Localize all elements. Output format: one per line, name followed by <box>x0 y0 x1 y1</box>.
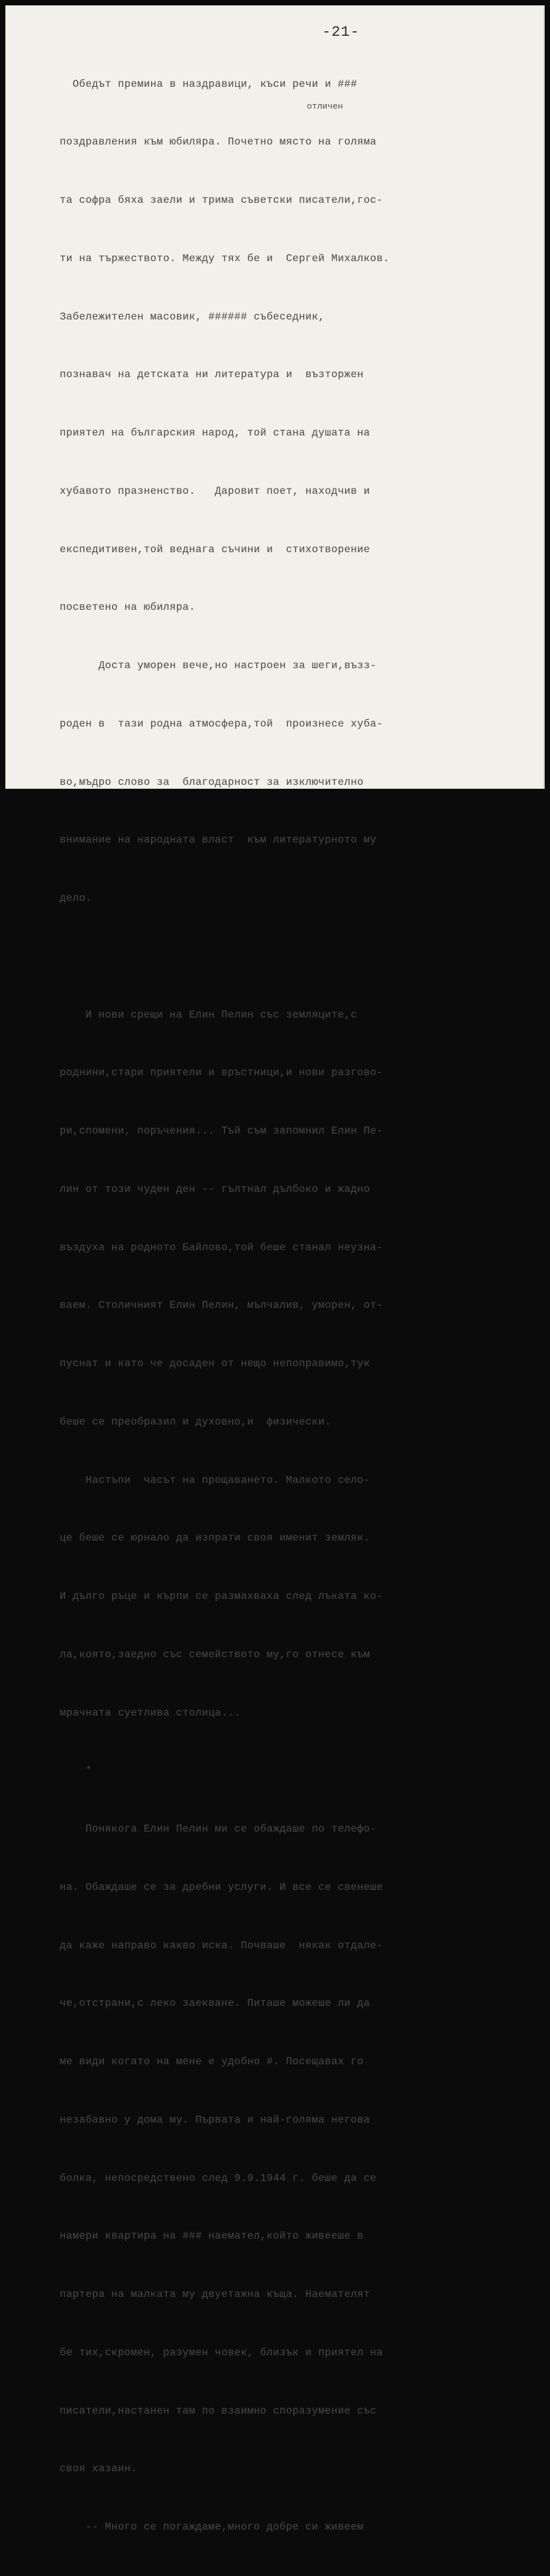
text-line-40: бе тих,скромен, разумен човек, близък и приятел на <box>60 2346 383 2359</box>
text-line-3: та софра бяха заели и трима съветски писатели,гос- <box>60 194 383 206</box>
text-line-4: ти на тържеството. Между тях бе и Сергей Михалков. <box>60 252 390 264</box>
text-line-30: * <box>60 1765 92 1777</box>
text-line-23: пуснат и като че досаден от нещо непоправимо,тук <box>60 1358 370 1370</box>
text-line-15: дело. <box>60 892 92 904</box>
text-line-33: да каже направо какво иска. Почваше някак отдале- <box>60 1939 383 1952</box>
text-line-28: ла,която,заедно със семейството му,го отнесе към <box>60 1648 370 1661</box>
text-line-1: Обедът премина в наздравици, къси речи и ### <box>60 78 357 90</box>
text-line-6: познавач на детската ни литература и възторжен <box>60 369 364 381</box>
text-line-41: писатели,настанен там по взаимно споразумение със <box>60 2404 377 2417</box>
text-line-17: И нови срещи на Елин Пелин със земляците,с <box>60 1008 357 1021</box>
page-number: -21- <box>322 24 360 40</box>
overtyped-word: отличен <box>307 101 343 111</box>
text-line-20: лин от този чуден ден -- гълтнал дълбоко и жадно <box>60 1183 370 1195</box>
text-line-32: на. Обаждаше се за дребни услуги. И все се свенеше <box>60 1881 383 1893</box>
text-line-10: посветено на юбиляра. <box>60 601 195 614</box>
text-line-37: болка, непосредствено след 9.9.1944 г. беше да се <box>60 2172 377 2184</box>
text-line-18: роднини,стари приятели и връстници,и нови разгово- <box>60 1067 383 1079</box>
text-line-19: ри,спомени, поръчения... Тъй съм запомнил Елин Пе- <box>60 1125 383 1137</box>
text-line-36: незабавно у дома му. Първата и най-голяма негова <box>60 2113 370 2126</box>
text-line-12: роден в тази родна атмосфера,той произнесе хуба- <box>60 717 383 730</box>
text-line-22: ваем. Столичният Елин Пелин, мълчалив, уморен, от- <box>60 1299 383 1312</box>
text-line-14: внимание на народната власт към литературното му <box>60 834 377 847</box>
text-line-5: Забележителен масовик, ###### събеседник, <box>60 310 325 323</box>
typed-page <box>5 5 545 2533</box>
text-line-9: експедитивен,той веднага съчини и стихотворение <box>60 543 370 556</box>
text-line-7: приятел на българския народ, той стана душата на <box>60 427 370 439</box>
text-line-42: своя хазаин. <box>60 2463 138 2475</box>
text-line-8: хубавото празненство. Даровит поет, находчив и <box>60 485 370 497</box>
text-line-21: въздуха на родното Байлово,той беше станал неузна- <box>60 1241 383 1254</box>
text-line-27: И дълго ръце и кърпи се размахваха след лъката ко- <box>60 1590 383 1602</box>
text-line-13: во,мъдро слово за благодарност за изключително <box>60 776 364 788</box>
text-line-25: Настъпи часът на прощаването. Малкото село- <box>60 1474 370 1486</box>
text-line-29: мрачната суетлива столица... <box>60 1706 241 1719</box>
paper-edge <box>543 5 545 789</box>
text-line-24: беше се преобразил и духовно,и физически. <box>60 1415 331 1428</box>
text-line-26: це беше се юрнало да изпрати своя именит земляк. <box>60 1532 370 1545</box>
text-line-31: Понякога Елин Пелин ми се обаждаше по телефо- <box>60 1823 377 1835</box>
text-line-39: партера на малката му двуетажна къща. Наемателят <box>60 2288 370 2300</box>
text-line-34: че,отстрани,с леко заекване. Питаше можеше ли да <box>60 1997 370 2010</box>
text-line-35: ме види когато на мене е удобно #. Посещавах го <box>60 2056 364 2068</box>
text-line-16 <box>60 947 540 966</box>
text-line-43: -- Много се погаждаме,много добре си живеем <box>60 2521 364 2533</box>
text-line-2: поздравления към юбиляра. Почетно място на голяма <box>60 136 377 148</box>
text-line-11: Доста уморен вече,но настроен за шеги,възз- <box>60 660 377 672</box>
text-line-38: намери квартира на ### наемател,който живееше в <box>60 2230 364 2243</box>
typed-text-block <box>60 36 540 2576</box>
